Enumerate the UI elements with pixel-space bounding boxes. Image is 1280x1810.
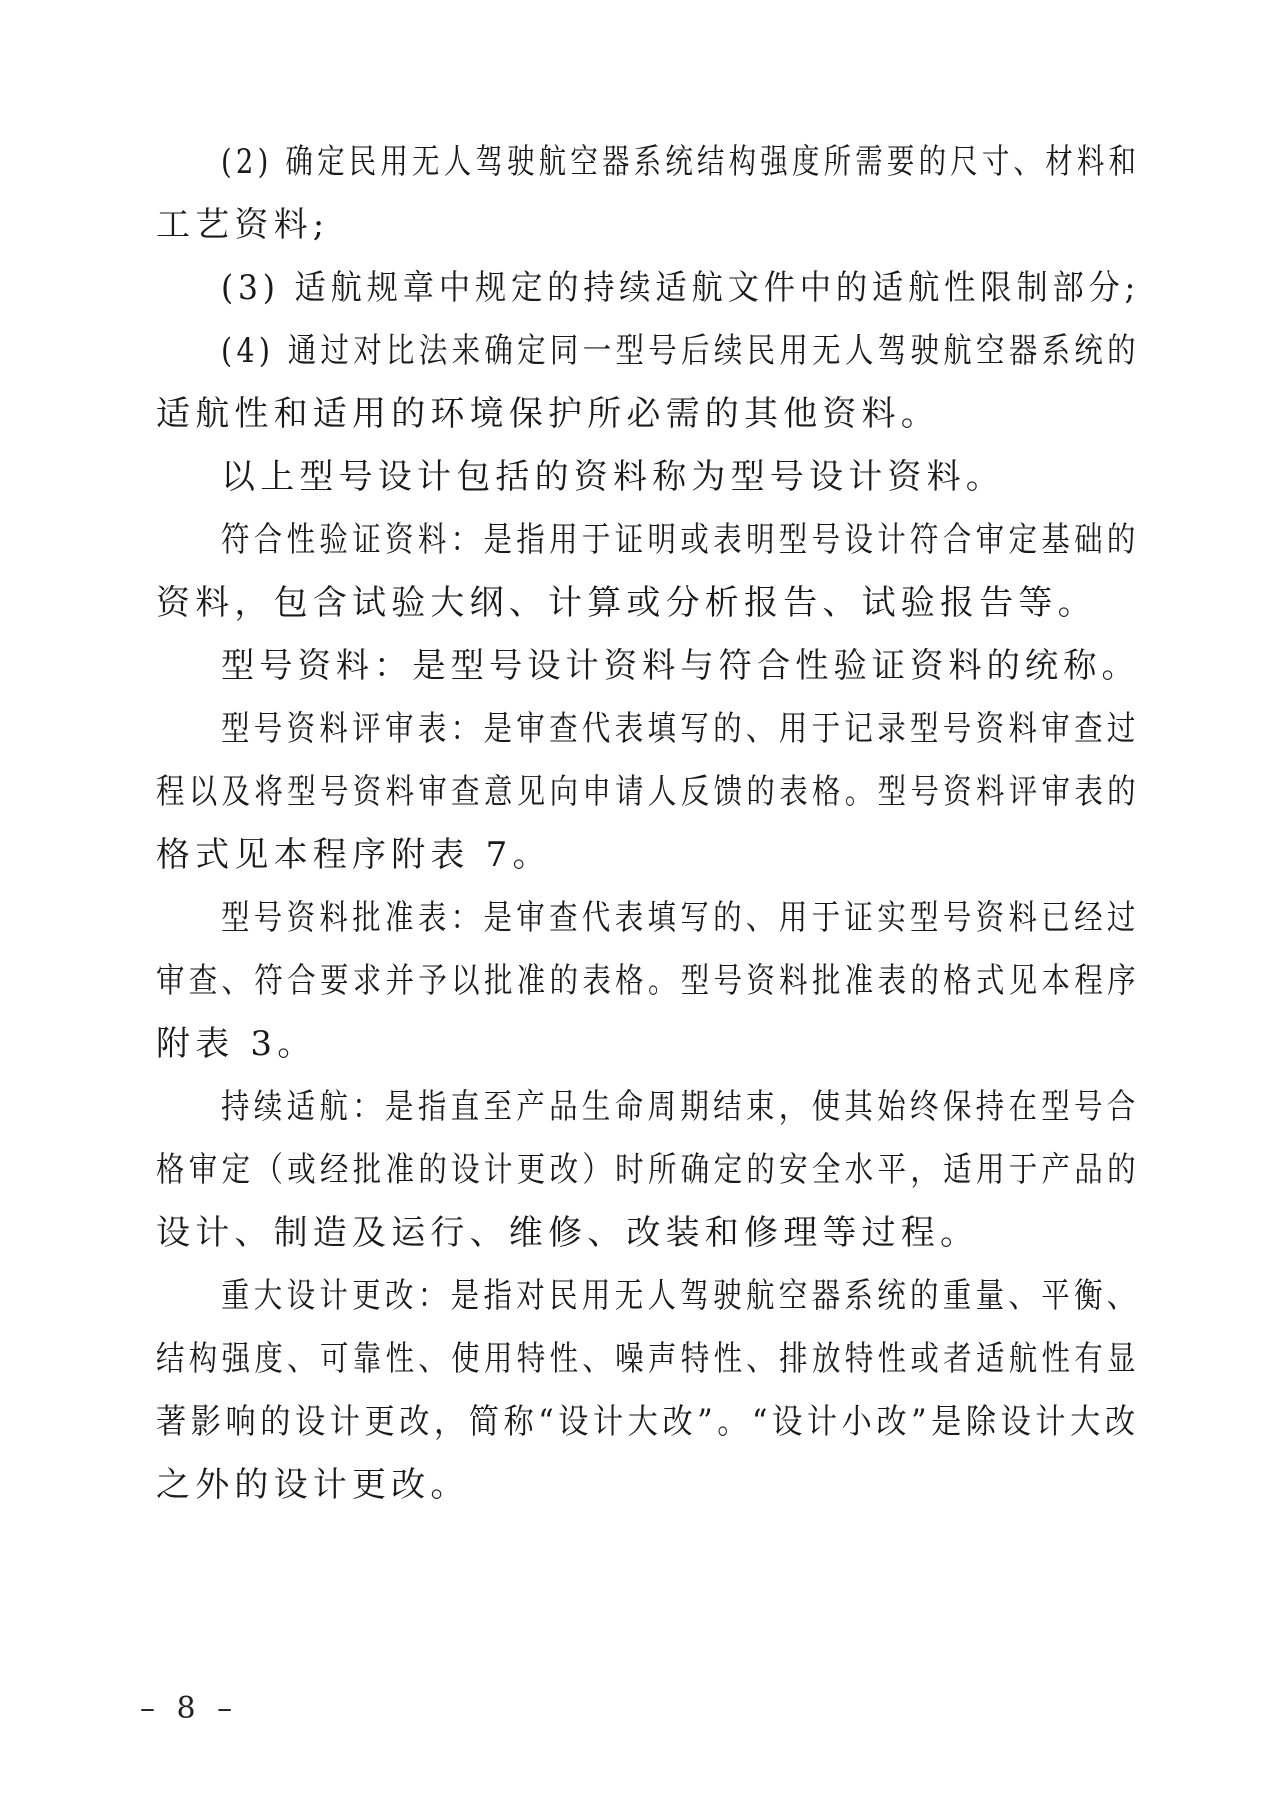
text-line: 符合性验证资料：是指用于证明或表明型号设计符合审定基础的	[221, 520, 1140, 560]
text-line: 格审定（或经批准的设计更改）时所确定的安全水平，适用于产品的	[156, 1150, 1140, 1190]
text-line: 型号资料：是型号设计资料与符合性验证资料的统称。	[221, 646, 1140, 686]
text-line: (3) 适航规章中规定的持续适航文件中的适航性限制部分;	[221, 268, 1140, 308]
text-line: 以上型号设计包括的资料称为型号设计资料。	[221, 457, 1005, 497]
text-line: (4) 通过对比法来确定同一型号后续民用无人驾驶航空器系统的	[221, 331, 1140, 371]
text-line: 型号资料评审表：是审查代表填写的、用于记录型号资料审查过	[221, 709, 1140, 749]
text-line: 型号资料批准表：是审查代表填写的、用于证实型号资料已经过	[221, 898, 1140, 938]
text-line: 适航性和适用的环境保护所必需的其他资料。	[156, 394, 940, 434]
page-number: – 8 –	[140, 1691, 239, 1726]
text-line: 著影响的设计更改，简称“设计大改”。“设计小改”是除设计大改	[156, 1402, 1140, 1442]
text-line: 审查、符合要求并予以批准的表格。型号资料批准表的格式见本程序	[156, 961, 1140, 1001]
text-line: 重大设计更改：是指对民用无人驾驶航空器系统的重量、平衡、	[221, 1276, 1140, 1316]
text-line: 之外的设计更改。	[156, 1465, 470, 1505]
text-line: 格式见本程序附表 7。	[156, 835, 552, 875]
text-line: 资料，包含试验大纲、计算或分析报告、试验报告等。	[156, 583, 1097, 623]
text-line: 工艺资料;	[156, 205, 330, 245]
text-line: 附表 3。	[156, 1024, 317, 1064]
text-line: 结构强度、可靠性、使用特性、噪声特性、排放特性或者适航性有显	[156, 1339, 1140, 1379]
text-line: 程以及将型号资料审查意见向申请人反馈的表格。型号资料评审表的	[156, 772, 1140, 812]
text-line: 持续适航：是指直至产品生命周期结束，使其始终保持在型号合	[221, 1087, 1140, 1127]
text-line: (2) 确定民用无人驾驶航空器系统结构强度所需要的尺寸、材料和	[221, 142, 1141, 182]
text-line: 设计、制造及运行、维修、改装和修理等过程。	[156, 1213, 980, 1253]
